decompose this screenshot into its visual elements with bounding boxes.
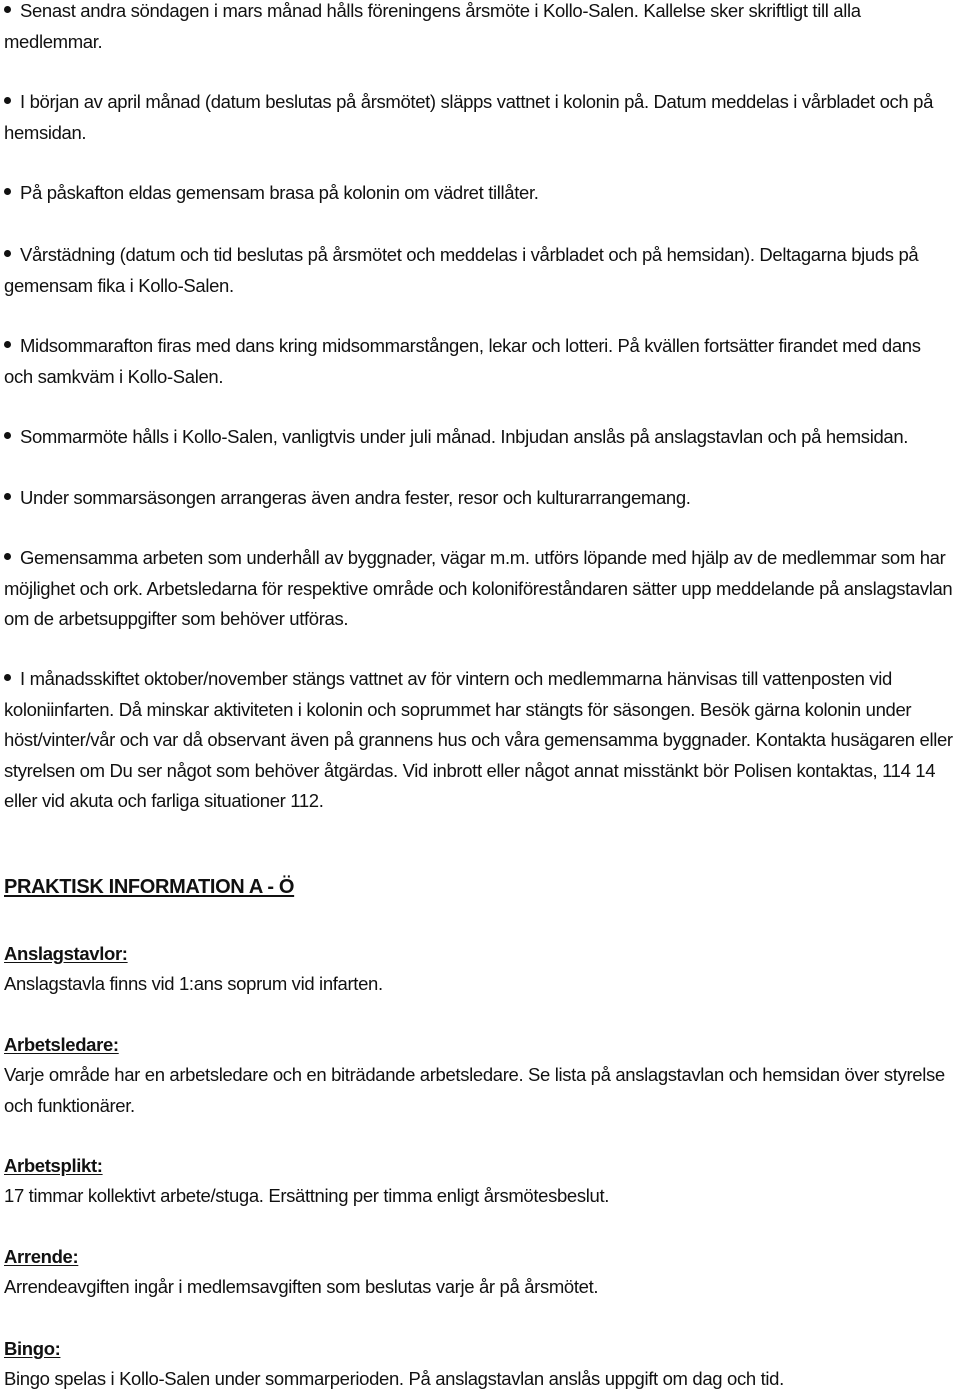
bullet-dot-icon xyxy=(4,250,11,257)
bullet-text: Sommarmöte hålls i Kollo-Salen, vanligtvis under juli månad. Inbjudan anslås på anslagstavlan och på hemsidan. xyxy=(20,426,909,447)
info-entry-label: Bingo: xyxy=(4,1338,61,1359)
bullet-item-water-on xyxy=(4,87,954,148)
info-entry-label: Arbetsledare: xyxy=(4,1034,119,1055)
section-heading-practical-info: PRAKTISK INFORMATION A - Ö xyxy=(4,876,295,898)
bullet-text: Midsommarafton firas med dans kring midsommarstången, lekar och lotteri. På kvällen fortsätter firandet med dans och samkväm i Kollo-Salen. xyxy=(4,335,921,387)
bullet-text: Senast andra söndagen i mars månad hålls föreningens årsmöte i Kollo-Salen. Kallelse sker skriftligt till alla medlemmar. xyxy=(4,0,861,52)
bullet-item-annual-meeting xyxy=(4,0,954,57)
bullet-text: Under sommarsäsongen arrangeras även andra fester, resor och kulturarrangemang. xyxy=(20,487,691,508)
info-entry-text: Bingo spelas i Kollo-Salen under sommarperioden. På anslagstavlan anslås uppgift om dag och tid. xyxy=(4,1368,784,1389)
bullet-dot-icon xyxy=(4,341,11,348)
info-entry-label: Arbetsplikt: xyxy=(4,1155,103,1176)
info-entry-text: Arrendeavgiften ingår i medlemsavgiften som beslutas varje år på årsmötet. xyxy=(4,1276,599,1297)
bullet-item-common-work xyxy=(4,543,954,635)
bullet-text: Gemensamma arbeten som underhåll av byggnader, vägar m.m. utförs löpande med hjälp av de medlemmar som har möjlighet och ork. Arbetsledarna för respektive område och koloniföreståndaren sätter upp meddelande på anslagstavlan om de arbetsuppgifter som behöver utföras. xyxy=(4,547,953,629)
info-entry-text: Anslagstavla finns vid 1:ans soprum vid infarten. xyxy=(4,973,383,994)
bullet-item-midsummer xyxy=(4,331,954,392)
info-entry-text: 17 timmar kollektivt arbete/stuga. Ersättning per timma enligt årsmötesbeslut. xyxy=(4,1185,610,1206)
bullet-item-summer-meeting xyxy=(4,422,954,453)
info-entry-text: Varje område har en arbetsledare och en biträdande arbetsledare. Se lista på anslagstavlan och hemsidan över styrelse och funktionärer. xyxy=(4,1064,945,1116)
info-entry-bingo xyxy=(4,1334,954,1395)
bullet-dot-icon xyxy=(4,97,11,104)
info-entry-label: Anslagstavlor: xyxy=(4,943,128,964)
bullet-text: På påskafton eldas gemensam brasa på kolonin om vädret tillåter. xyxy=(20,182,539,203)
info-entry-label: Arrende: xyxy=(4,1246,79,1267)
bullet-text: I början av april månad (datum beslutas på årsmötet) släpps vattnet i kolonin på. Datum meddelas i vårbladet och på hemsidan. xyxy=(4,91,934,143)
bullet-text: I månadsskiftet oktober/november stängs vattnet av för vintern och medlemmarna hänvisas till vattenposten vid koloniinfarten. Då minskar aktiviteten i kolonin och soprummet har stängts för säsongen. Besök gärna kolonin under höst/vinter/vår och var då observant även på grannens hus och våra gemensamma byggnader. Kontakta husägaren eller styrelsen om Du ser något som behöver åtgärdas. Vid inbrott eller något annat misstänkt bör Polisen kontaktas, 114 14 eller vid akuta och farliga situationer 112. xyxy=(4,668,953,811)
bullet-dot-icon xyxy=(4,6,11,13)
bullet-dot-icon xyxy=(4,188,11,195)
bullet-item-winter xyxy=(4,664,954,817)
bullet-text: Vårstädning (datum och tid beslutas på årsmötet och meddelas i vårbladet och på hemsidan). Deltagarna bjuds på gemensam fika i Kollo-Salen. xyxy=(4,244,919,296)
info-entry-arbetsledare xyxy=(4,1030,954,1121)
bullet-dot-icon xyxy=(4,493,11,500)
bullet-dot-icon xyxy=(4,432,11,439)
info-entry-arbetsplikt xyxy=(4,1151,954,1212)
bullet-item-spring-cleaning xyxy=(4,240,954,301)
bullet-dot-icon xyxy=(4,553,11,560)
bullet-dot-icon xyxy=(4,674,11,681)
info-entry-anslagstavlor xyxy=(4,939,954,1000)
bullet-item-summer-events xyxy=(4,483,954,514)
bullet-item-easter xyxy=(4,178,954,209)
info-entry-arrende xyxy=(4,1242,954,1303)
